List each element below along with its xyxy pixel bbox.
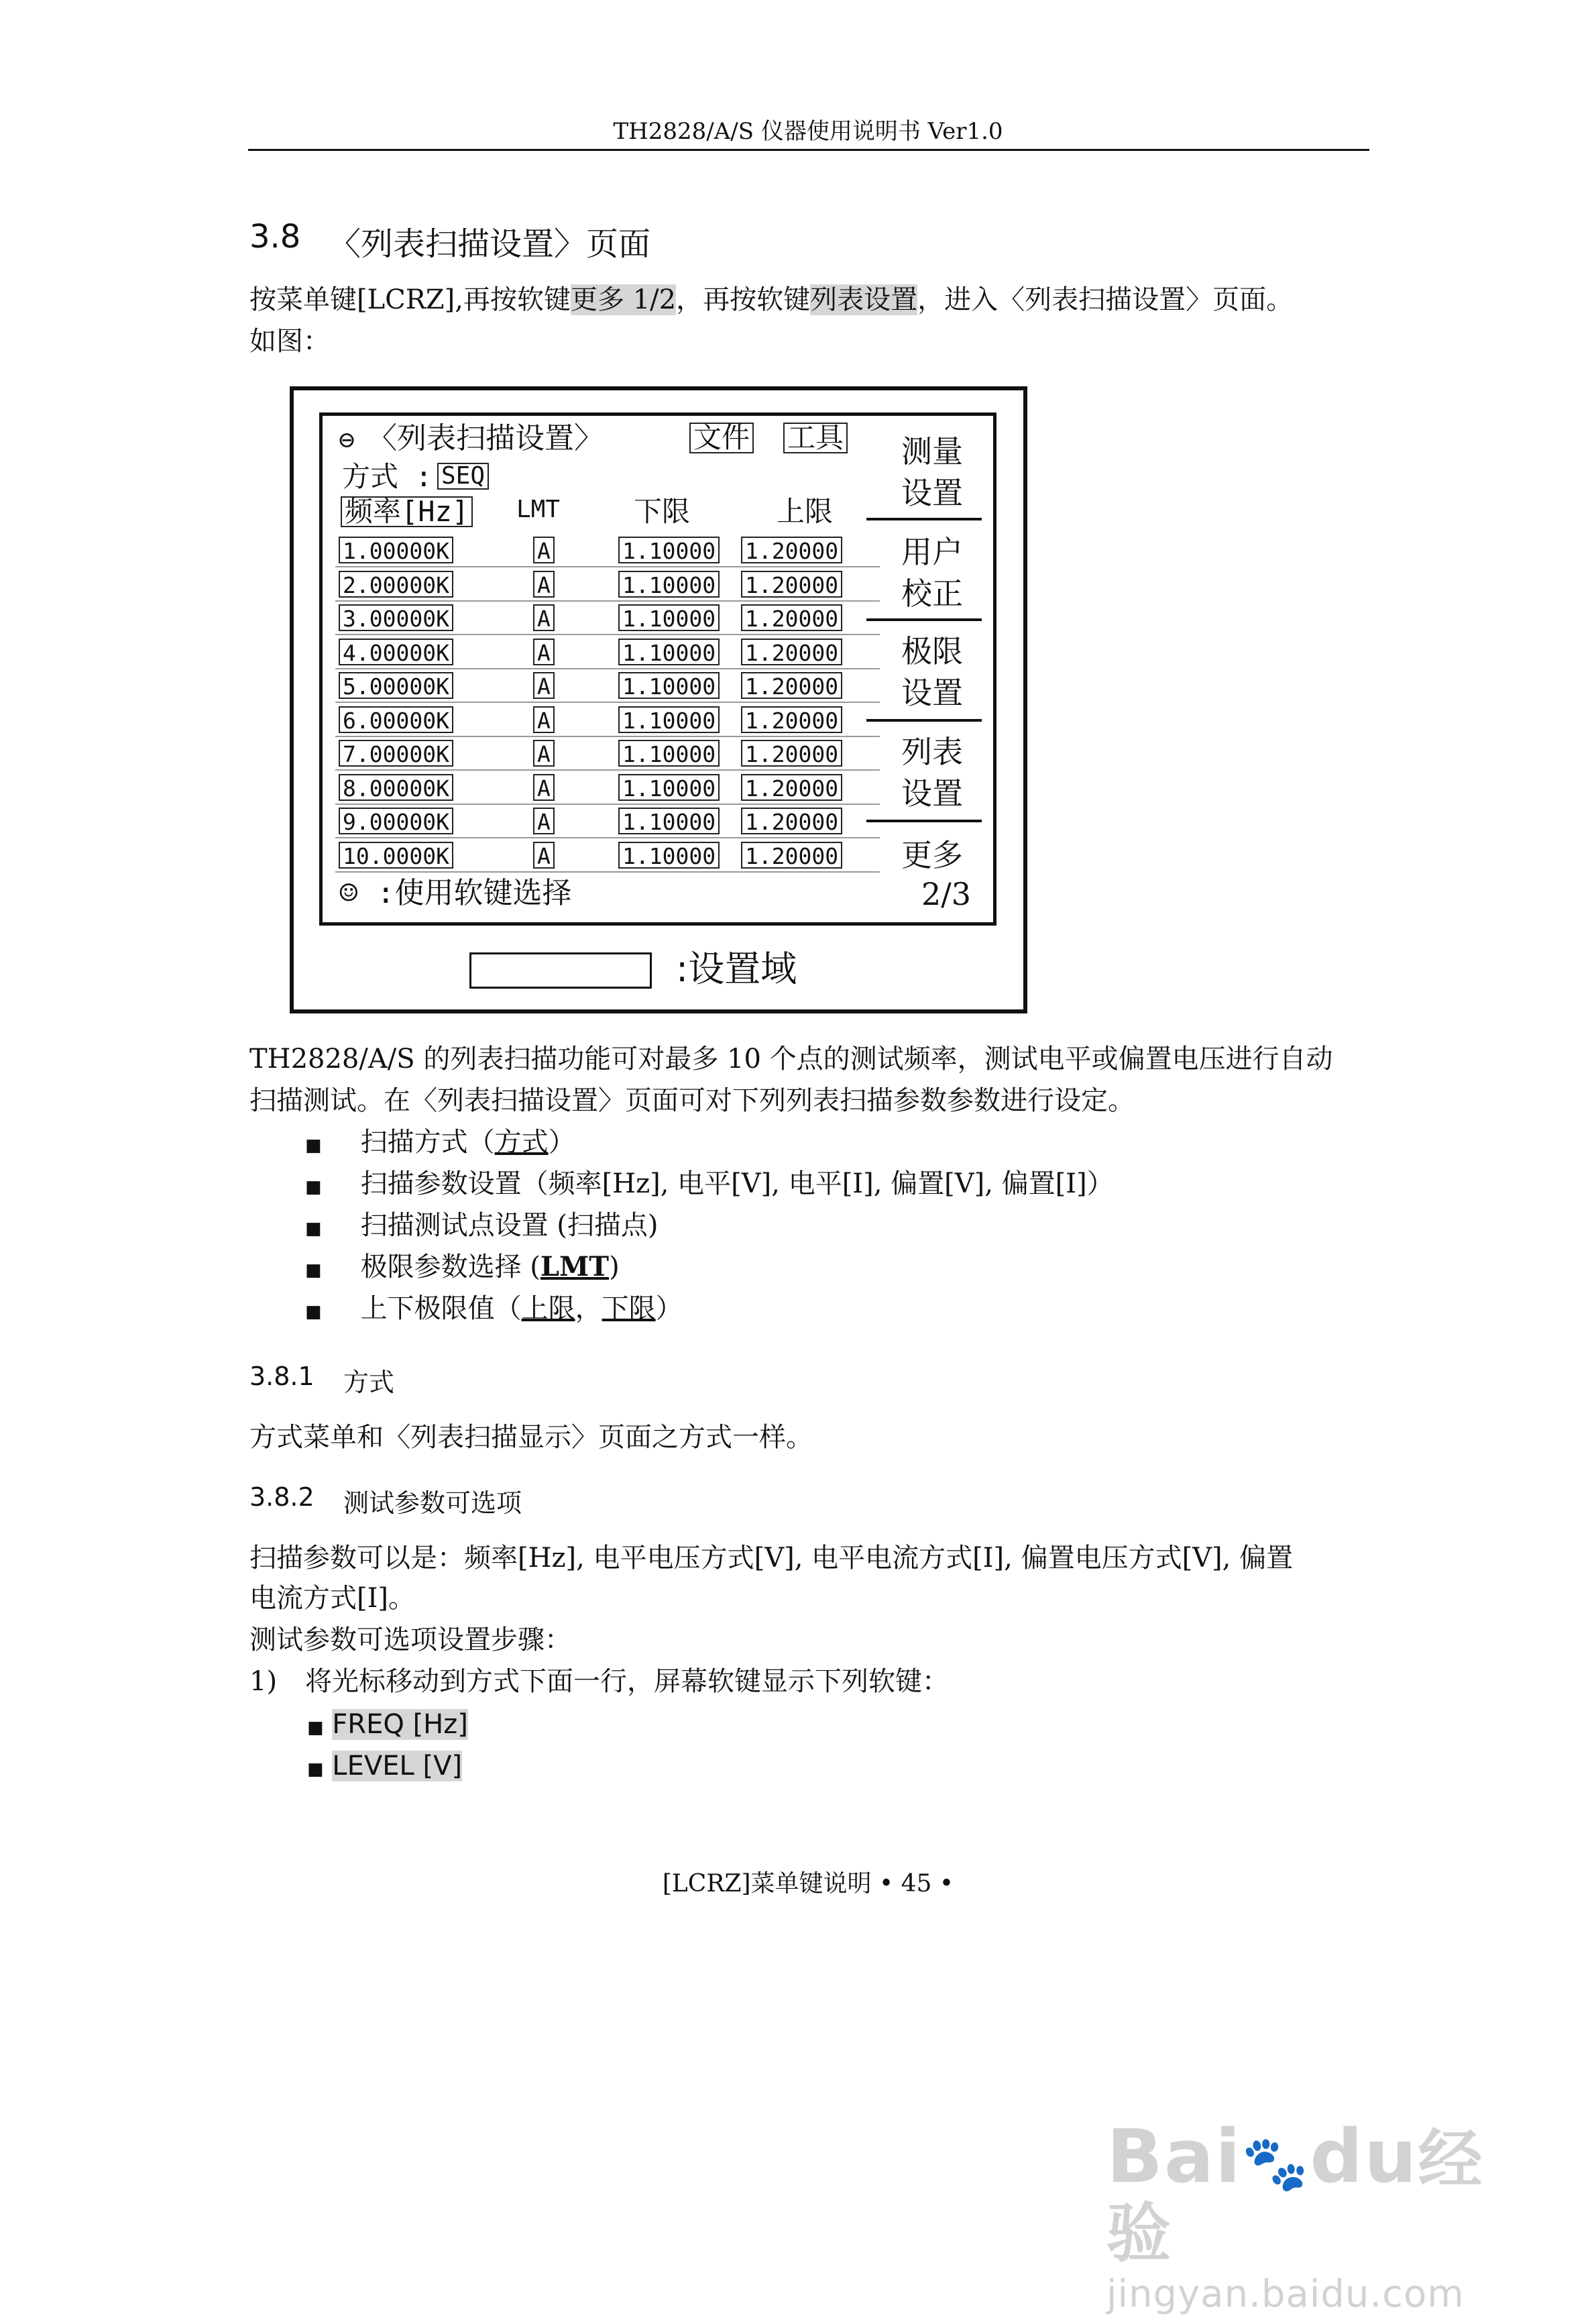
paw-icon: 🐾	[1241, 2132, 1310, 2195]
bullet-scan-points	[305, 1205, 659, 1250]
intro-line-2: 如图：	[249, 326, 330, 357]
table-row-divider	[335, 600, 880, 602]
table-row-divider	[335, 634, 880, 635]
setup-field-input[interactable]	[469, 952, 652, 989]
steps-title: 测试参数可选项设置步骤：	[249, 1624, 571, 1655]
softkey-level: LEVEL [V]	[332, 1751, 463, 1781]
softkey-label: 测量	[901, 433, 963, 470]
watermark-brand: Bai	[1106, 2113, 1242, 2199]
section-title: 〈列表扫描设置〉页面	[329, 225, 651, 263]
section-number: 3.8	[249, 218, 301, 256]
intro-text-a: 按菜单键[LCRZ],再按软键	[249, 284, 571, 315]
bullet-icon: ■	[307, 1759, 324, 1779]
bullet-underlined-term: 方式	[494, 1127, 549, 1158]
high-limit-cell[interactable]: 1.20000	[741, 672, 842, 699]
lmt-cell[interactable]: A	[533, 740, 555, 767]
high-limit-cell[interactable]: 1.20000	[741, 604, 842, 631]
subsection-382-title: 测试参数可选项	[343, 1488, 522, 1518]
subsection-381-number: 3.8.1	[249, 1362, 315, 1391]
high-limit-column-header: 上限	[777, 495, 834, 528]
status-message: :使用软键选择	[377, 876, 572, 910]
freq-cell[interactable]: 1.00000K	[339, 537, 453, 563]
softkey-label: 更多	[901, 837, 963, 873]
softkey-freq: FREQ [Hz]	[332, 1709, 468, 1740]
freq-cell[interactable]: 6.00000K	[339, 706, 453, 733]
watermark-brand2: du	[1310, 2113, 1418, 2199]
table-row-divider	[335, 871, 880, 873]
bullet-underlined-term: 上限	[521, 1293, 575, 1324]
softkey-separator	[866, 518, 982, 520]
freq-cell[interactable]: 5.00000K	[339, 672, 453, 699]
softkey-label: 设置	[901, 775, 963, 812]
table-row-divider	[335, 702, 880, 703]
bullet-icon: ■	[305, 1302, 322, 1322]
subsection-381-title: 方式	[343, 1368, 395, 1397]
intro-line-1	[249, 279, 1293, 321]
subsection-382-line2: 电流方式[I]。	[249, 1583, 416, 1614]
freq-cell[interactable]: 4.00000K	[339, 639, 453, 665]
high-limit-cell[interactable]: 1.20000	[741, 639, 842, 665]
mode-icon: ⊖	[339, 425, 355, 455]
tools-button[interactable]: 工具	[783, 423, 848, 453]
softkey-label: 列表	[901, 734, 963, 770]
table-row-divider	[335, 837, 880, 838]
bullet-icon: ■	[305, 1260, 322, 1280]
page-title-text: 〈列表扫描设置〉	[367, 421, 604, 455]
bullet-text: 上下极限值（	[360, 1293, 522, 1324]
para1-line2: 扫描测试。在〈列表扫描设置〉页面可对下列列表扫描参数参数进行设定。	[249, 1085, 1135, 1116]
table-row-divider	[335, 769, 880, 771]
softkey-list-setup: 列表设置	[810, 284, 918, 315]
screen-page-title	[367, 421, 604, 455]
intro-text-c: ，进入〈列表扫描设置〉页面。	[917, 284, 1294, 315]
subsection-382-line1: 扫描参数可以是：频率[Hz], 电平电压方式[V], 电平电流方式[I], 偏置电压方式[V], 偏置	[249, 1543, 1294, 1574]
bullet-icon: ■	[307, 1718, 324, 1738]
high-limit-cell[interactable]: 1.20000	[741, 706, 842, 733]
page-footer: [LCRZ]菜单键说明 • 45 •	[662, 1870, 954, 1897]
lmt-cell[interactable]: A	[533, 672, 555, 699]
freq-cell[interactable]: 2.00000K	[339, 571, 453, 598]
para1-line1: TH2828/A/S 的列表扫描功能可对最多 10 个点的测试频率，测试电平或偏置电压进行自动	[249, 1044, 1333, 1074]
softkey-user-correction[interactable]	[901, 534, 963, 612]
lmt-cell[interactable]: A	[533, 808, 555, 834]
table-row-divider	[335, 566, 880, 567]
low-limit-cell[interactable]: 1.10000	[618, 842, 720, 869]
baidu-watermark	[1106, 2113, 1536, 2316]
low-limit-cell[interactable]: 1.10000	[618, 808, 720, 834]
step1-text: 将光标移动到方式下面一行，屏幕软键显示下列软键：	[305, 1666, 949, 1697]
high-limit-cell[interactable]: 1.20000	[741, 571, 842, 598]
softkey-label: 2/3	[921, 876, 972, 912]
freq-column-header[interactable]: 频率[Hz]	[341, 496, 473, 527]
intro-text-b: ，再按软键	[676, 284, 811, 315]
high-limit-cell[interactable]: 1.20000	[741, 842, 842, 869]
table-row-divider	[335, 804, 880, 805]
bullet-icon: ■	[305, 1136, 322, 1156]
high-limit-cell[interactable]: 1.20000	[741, 537, 842, 563]
softkey-level-item	[307, 1745, 462, 1790]
high-limit-cell[interactable]: 1.20000	[741, 740, 842, 767]
softkey-list-setup-btn[interactable]	[901, 734, 963, 812]
low-limit-cell[interactable]: 1.10000	[618, 571, 720, 598]
softkey-measure-setup[interactable]	[901, 433, 963, 511]
softkey-label: 设置	[901, 675, 963, 711]
softkey-more-1-2: 更多 1/2	[571, 284, 677, 315]
step1-number: 1)	[249, 1666, 278, 1697]
softkey-label: 校正	[901, 575, 963, 612]
setup-field-label: :设置域	[676, 948, 797, 990]
table-row-divider	[335, 668, 880, 669]
softkey-limit-setup[interactable]	[901, 633, 963, 711]
lmt-column-header: LMT	[516, 496, 561, 523]
bullet-limit-param	[305, 1246, 620, 1291]
softkey-separator	[866, 820, 982, 822]
bullet-text: 扫描方式（	[360, 1127, 495, 1158]
softkey-separator	[866, 719, 982, 722]
file-button[interactable]: 文件	[689, 423, 754, 453]
bullet-text: ）	[655, 1293, 683, 1324]
low-limit-cell[interactable]: 1.10000	[618, 774, 720, 801]
lmt-cell[interactable]: A	[533, 604, 555, 631]
bullet-text: 扫描测试点设置 (扫描点)	[360, 1210, 659, 1241]
low-limit-cell[interactable]: 1.10000	[618, 604, 720, 631]
lmt-cell[interactable]: A	[533, 842, 555, 869]
low-limit-column-header: 下限	[634, 495, 691, 528]
low-limit-cell[interactable]: 1.10000	[618, 639, 720, 665]
softkey-label: 极限	[901, 633, 963, 669]
header-title: TH2828/A/S 仪器使用说明书 Ver1.0	[613, 118, 1003, 145]
low-limit-cell[interactable]: 1.10000	[618, 706, 720, 733]
freq-cell[interactable]: 9.00000K	[339, 808, 453, 834]
lmt-cell[interactable]: A	[533, 706, 555, 733]
high-limit-cell[interactable]: 1.20000	[741, 774, 842, 801]
lmt-cell[interactable]: A	[533, 774, 555, 801]
low-limit-cell[interactable]: 1.10000	[618, 740, 720, 767]
subsection-382-number: 3.8.2	[249, 1482, 315, 1512]
bullet-underlined-term: LMT	[540, 1251, 610, 1282]
bullet-text: ，	[575, 1293, 602, 1324]
softkey-label: 用户	[901, 534, 963, 570]
bullet-scan-mode	[305, 1121, 575, 1166]
low-limit-cell[interactable]: 1.10000	[618, 537, 720, 563]
table-row-divider	[335, 736, 880, 737]
watermark-logo	[1106, 2113, 1536, 2271]
freq-cell[interactable]: 10.0000K	[339, 842, 453, 869]
lmt-cell[interactable]: A	[533, 537, 555, 563]
subsection-381-text: 方式菜单和〈列表扫描显示〉页面之方式一样。	[249, 1422, 813, 1453]
freq-cell[interactable]: 7.00000K	[339, 740, 453, 767]
lmt-cell[interactable]: A	[533, 571, 555, 598]
watermark-url: jingyan.baidu.com	[1106, 2272, 1465, 2316]
smiley-icon: ☺	[339, 875, 358, 911]
lmt-cell[interactable]: A	[533, 639, 555, 665]
low-limit-cell[interactable]: 1.10000	[618, 672, 720, 699]
bullet-text: )	[609, 1252, 620, 1282]
mode-value-field[interactable]: SEQ	[437, 463, 489, 490]
bullet-scan-params	[305, 1163, 1114, 1208]
softkey-label: 设置	[901, 475, 963, 511]
high-limit-cell[interactable]: 1.20000	[741, 808, 842, 834]
header-rule	[248, 149, 1369, 151]
freq-cell[interactable]: 3.00000K	[339, 604, 453, 631]
bullet-icon: ■	[305, 1177, 322, 1197]
freq-cell[interactable]: 8.00000K	[339, 774, 453, 801]
bullet-text: 极限参数选择 (	[360, 1252, 540, 1282]
softkey-more-2-3[interactable]	[901, 837, 972, 912]
bullet-text: 扫描参数设置（频率[Hz], 电平[V], 电平[I], 偏置[V], 偏置[I]）	[360, 1168, 1114, 1199]
softkey-freq-item	[307, 1704, 468, 1749]
mode-label: 方式 :	[342, 460, 433, 493]
bullet-upper-lower-limit	[305, 1288, 683, 1333]
softkey-separator	[866, 618, 982, 621]
watermark-suffix: 经验	[1106, 2122, 1484, 2271]
bullet-icon: ■	[305, 1219, 322, 1239]
bullet-underlined-term: 下限	[602, 1293, 656, 1324]
bullet-text: ）	[548, 1127, 575, 1158]
